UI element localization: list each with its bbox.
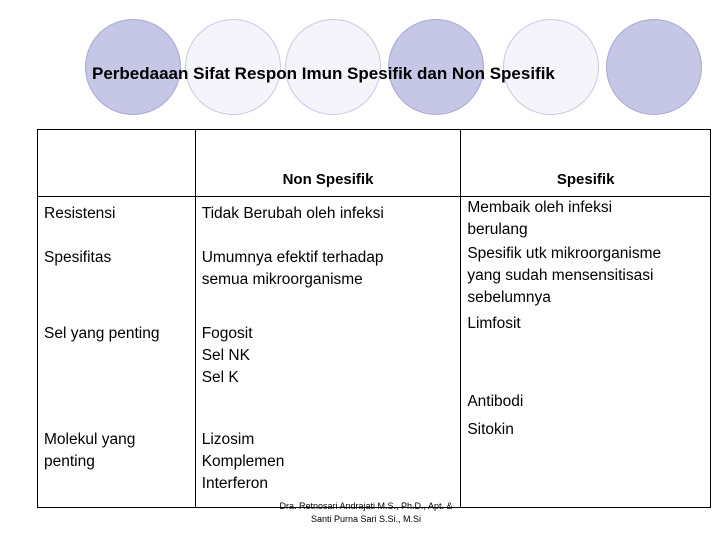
s-sel: Limfosit [467, 315, 521, 332]
ns-resistensi: Tidak Berubah oleh infeksi [201, 205, 384, 222]
decor-circle-6 [606, 19, 702, 115]
ns-molekul-2: Komplemen [201, 453, 285, 470]
label-molekul-line2: penting [44, 453, 95, 470]
s-spesifitas-line2: yang sudah mensensitisasi [467, 267, 654, 284]
cell-properties [38, 197, 196, 508]
header-spesifik: Spesifik [461, 130, 711, 197]
footer-line2: Santi Purna Sari S.Si., M.Si [310, 514, 422, 524]
slide-title: Perbedaaan Sifat Respon Imun Spesifik dan Non Spesifik [92, 64, 555, 83]
ns-sel-2: Sel NK [201, 347, 250, 364]
footer-line1: Dra. Retnosari Andrajati M.S., Ph.D., Apt. & [279, 501, 453, 511]
s-spesifitas-line3: sebelumnya [467, 289, 551, 306]
ns-spesifitas-line2: semua mikroorganisme [201, 271, 363, 288]
ns-sel-1: Fogosit [201, 325, 253, 342]
ns-sel-3: Sel K [201, 369, 239, 386]
cell-non-spesifik [195, 197, 461, 508]
comparison-table [37, 129, 711, 508]
ns-spesifitas-line1: Umumnya efektif terhadap [201, 249, 384, 266]
table-body-row [38, 197, 711, 508]
s-resistensi-line1: Membaik oleh infeksi [467, 199, 613, 216]
ns-molekul-3: Interferon [201, 475, 269, 492]
slide-footer [258, 500, 474, 526]
header-non-spesifik: Non Spesifik [195, 130, 461, 197]
ns-molekul-1: Lizosim [201, 431, 255, 448]
s-molekul-1: Antibodi [467, 393, 524, 410]
s-resistensi-line2: berulang [467, 221, 528, 238]
label-spesifitas: Spesifitas [44, 249, 112, 266]
header-empty [38, 130, 196, 197]
s-molekul-2: Sitokin [467, 421, 514, 438]
label-resistensi: Resistensi [44, 205, 116, 222]
table-header-row [38, 130, 711, 197]
cell-spesifik [461, 197, 711, 508]
label-sel-penting: Sel yang penting [44, 325, 160, 342]
label-molekul-line1: Molekul yang [44, 431, 136, 448]
s-spesifitas-line1: Spesifik utk mikroorganisme [467, 245, 662, 262]
